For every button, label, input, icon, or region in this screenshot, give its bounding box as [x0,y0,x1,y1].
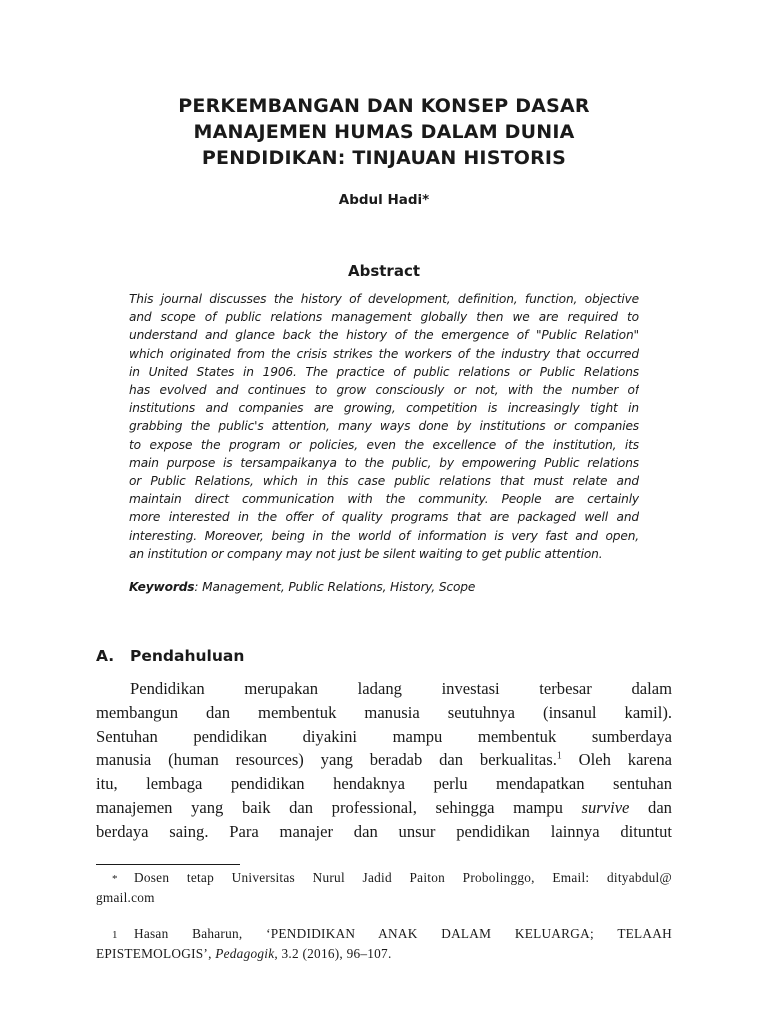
abstract-line: institutions and companies are growing, competition is increasingly tight in [129,401,639,416]
footnote-line: gmail.com [96,889,155,905]
abstract-line: more interested in the offer of quality programs that are packaged well and [129,510,639,525]
abstract-line: an institution or company may not just be silent waiting to get public attention. [129,546,603,561]
body-line: Sentuhan pendidikan diyakini mampu membentuk sumberdaya [96,726,672,746]
footnote-author [96,869,672,907]
body-line-text: manusia (human resources) yang beradab dan berkualitas. [96,750,557,770]
title-line-3: PENDIDIKAN: TINJAUAN HISTORIS [201,147,567,169]
footnote-line [96,945,672,964]
body-line-text: Oleh karena [561,750,672,770]
paper-title [120,93,648,171]
footnotes [96,869,672,963]
title-line-2: MANAJEMEN HUMAS DALAM DUNIA [193,121,575,143]
keywords-label: Keywords [129,580,195,594]
abstract-line: grabbing the public's attention, many ways done by institutions or companies [129,419,639,434]
keywords-list: : Management, Public Relations, History, Scope [194,580,476,594]
abstract-text [129,290,639,563]
abstract-line: main purpose is tersampaikanya to the public, by empowering Public relations [129,455,639,470]
author-name: Abdul Hadi* [338,192,430,208]
section-heading [96,646,244,666]
abstract-line: or Public Relations, which in this case public relations that must relate and [129,474,639,489]
body-line [96,796,672,820]
body-line: itu, lembaga pendidikan hendaknya perlu mendapatkan sentuhan [96,774,672,794]
abstract-line: which originated from the crisis strikes the workers of the industry that occurred [129,346,639,361]
footnote-line [96,925,672,945]
emphasis-survive: survive [581,797,630,817]
body-line: berdaya saing. Para manajer dan unsur pendidikan lainnya dituntut [96,821,672,841]
abstract-line: in United States in 1906. The practice of public relations or Public Relations [129,364,639,379]
footnote-ref-1[interactable]: 1 [556,750,562,762]
footnote-1 [96,925,672,963]
footnote-divider [96,864,240,865]
abstract-heading: Abstract [347,262,421,280]
abstract-line: This journal discusses the history of development, definition, function, objective [129,292,639,306]
body-paragraph [96,677,672,844]
footnote-text: , 3.2 (2016), 96–107. [274,945,392,961]
title-line-1: PERKEMBANGAN DAN KONSEP DASAR [178,95,590,117]
body-line-text: dan [629,797,672,817]
body-line [96,748,672,772]
footnote-line [96,869,672,889]
footnote-text: EPISTEMOLOGIS’, [96,945,216,961]
body-line: membangun dan membentuk manusia seutuhnya (insanul kamil). [96,702,672,722]
abstract-line: maintain direct communication with the community. People are certainly [129,492,639,507]
body-line-text: manajemen yang baik dan professional, sehingga mampu [96,797,582,817]
abstract-line: interesting. Moreover, being in the world of information is very fast and open, [129,528,639,543]
abstract-line: and scope of public relations management globally then we are required to [129,310,639,325]
footnote-text: Dosen tetap Universitas Nurul Jadid Paiton Probolinggo, Email: dityabdul@ [134,870,672,885]
abstract-line: to expose the program or policies, even the excellence of the institution, its [129,437,639,452]
journal-name: Pedagogik [215,945,275,961]
section-title: Pendahuluan [130,647,245,665]
footnote-mark: * [112,873,118,885]
footnote-mark: 1 [112,929,118,941]
abstract-line: has evolved and continues to grow consciously or not, with the number of [129,383,639,398]
abstract-line: understand and glance back the history of the emergence of "Public Relation" [129,328,639,343]
keywords [129,578,639,596]
footnote-text: Hasan Baharun, ‘PENDIDIKAN ANAK DALAM KELUARGA; TELAAH [134,926,672,941]
body-line: Pendidikan merupakan ladang investasi terbesar dalam [130,679,672,698]
section-number: A. [96,647,115,665]
